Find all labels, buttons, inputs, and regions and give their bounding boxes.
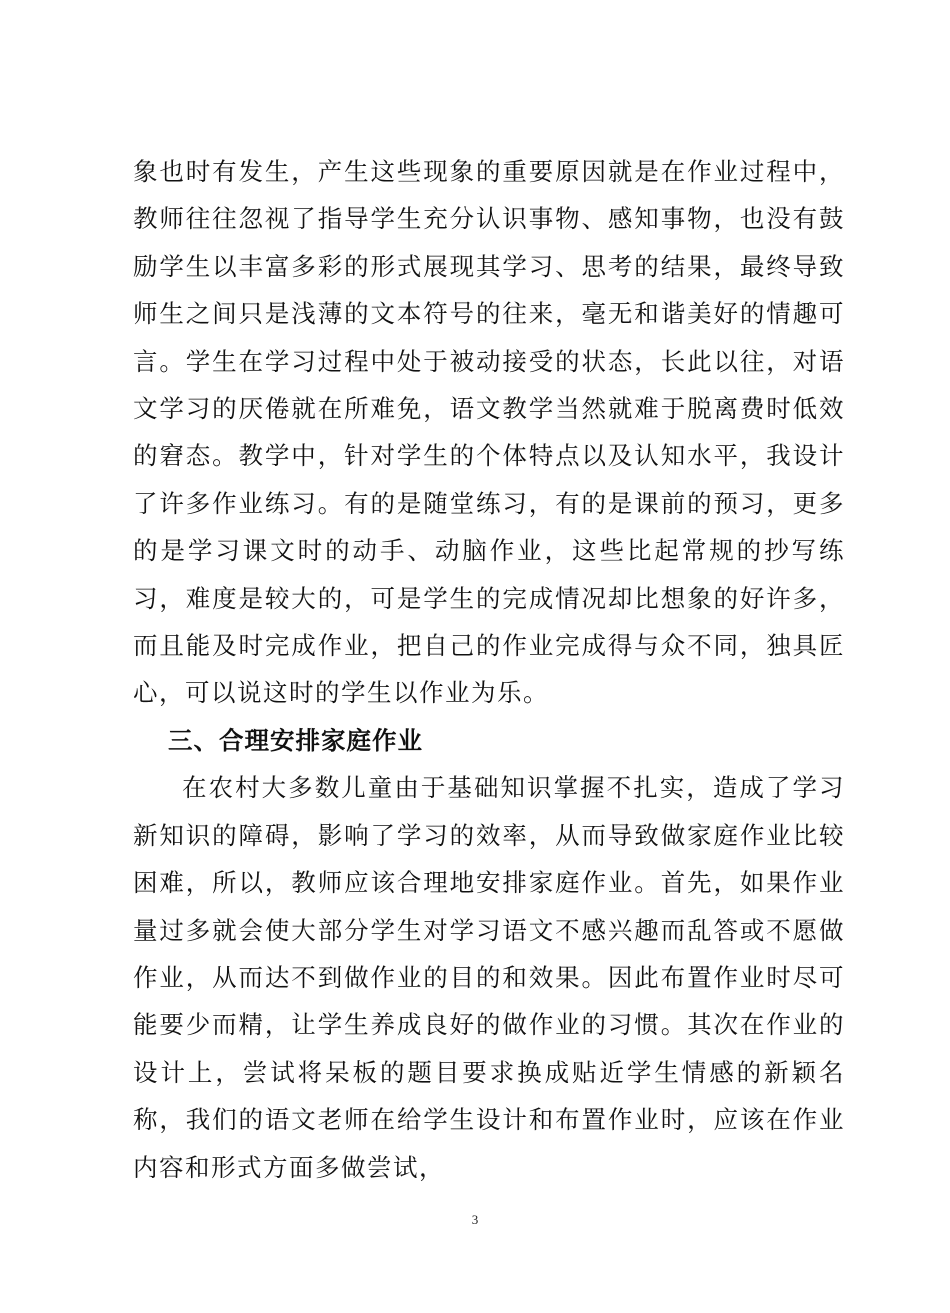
page-number: 3 [471,1212,479,1227]
section-heading: 三、合理安排家庭作业 [168,725,423,755]
page-body [133,148,845,1191]
continued-paragraph: 象也时有发生，产生这些现象的重要原因就是在作业过程中，教师往往忽视了指导学生充分认识事物、感知事物，也没有鼓励学生以丰富多彩的形式展现其学习、思考的结果，最终导致师生之间只是浅薄的文本符号的往来，毫无和谐美好的情趣可言。学生在学习过程中处于被动接受的状态，长此以往，对语文学习的厌倦就在所难免，语文教学当然就难于脱离费时低效的窘态。教学中，针对学生的个体特点以及认知水平，我设计了许多作业练习。有的是随堂练习，有的是课前的预习，更多的是学习课文时的动手、动脑作业，这些比起常规的抄写练习，难度是较大的，可是学生的完成情况却比想象的好许多，而且能及时完成作业，把自己的作业完成得与众不同，独具匠心，可以说这时的学生以作业为乐。 [133,157,845,708]
section-paragraph: 在农村大多数儿童由于基础知识掌握不扎实，造成了学习新知识的障碍，影响了学习的效率，从而导致做家庭作业比较困难，所以，教师应该合理地安排家庭作业。首先，如果作业量过多就会使大部分学生对学习语文不感兴趣而乱答或不愿做作业，从而达不到做作业的目的和效果。因此布置作业时尽可能要少而精，让学生养成良好的做作业的习惯。其次在作业的设计上，尝试将呆板的题目要求换成贴近学生情感的新颖名称，我们的语文老师在给学生设计和布置作业时，应该在作业内容和形式方面多做尝试， [133,773,845,1182]
